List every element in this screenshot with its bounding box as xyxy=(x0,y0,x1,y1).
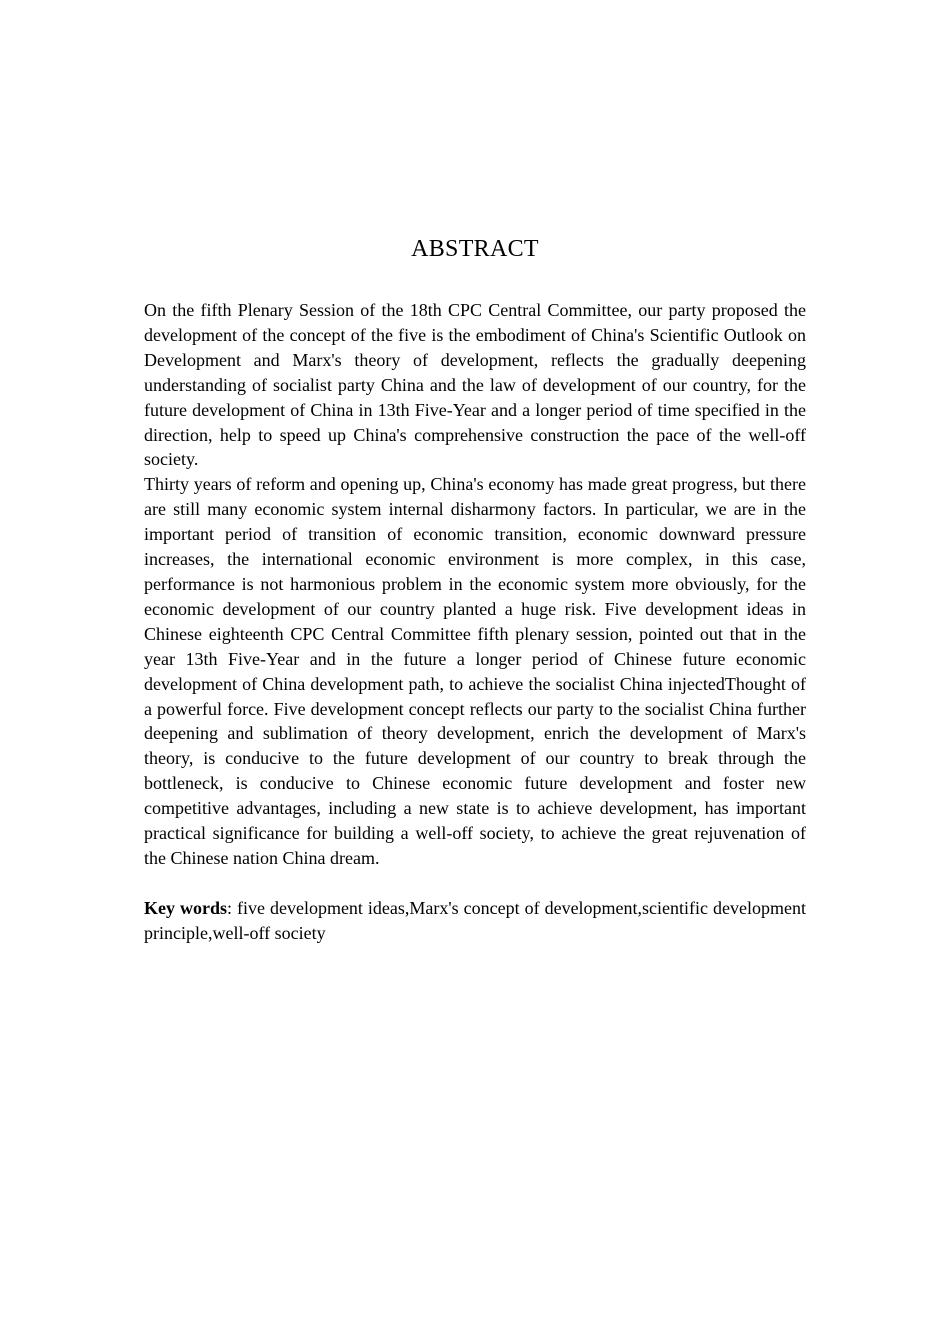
keywords-separator: : xyxy=(226,897,237,918)
abstract-body xyxy=(144,298,806,946)
page-title: ABSTRACT xyxy=(411,236,539,262)
abstract-paragraph-1: On the fifth Plenary Session of the 18th CPC Central Committee, our party proposed the development of the concept of the five is the embodiment of China's Scientific Outlook on Development and Marx's theory of development, reflects the gradually deepening understanding of socialist party China and the law of development of our country, for the future development of China in 13th Five-Year and a longer period of time specified in the direction, help to speed up China's comprehensive construction the pace of the well-off society. xyxy=(144,300,806,470)
keywords-text: five development ideas,Marx's concept of development,scientific development principle,well-off society xyxy=(144,897,806,943)
keywords-line xyxy=(144,896,806,946)
abstract-paragraph-2: Thirty years of reform and opening up, China's economy has made great progress, but there are still many economic system internal disharmony factors. In particular, we are in the important period of transition of economic transition, economic downward pressure increases, the international economic environment is more complex, in this case, performance is not harmonious problem in the economic system more obviously, for the economic development of our country planted a huge risk. Five development ideas in Chinese eighteenth CPC Central Committee fifth plenary session, pointed out that in the year 13th Five-Year and in the future a longer period of Chinese future economic development of China development path, to achieve the socialist China injectedThought of a powerful force. Five development concept reflects our party to the socialist China further deepening and sublimation of theory development, enrich the development of Marx's theory, is conducive to the future development of our country to break through the bottleneck, is conducive to Chinese economic future development and foster new competitive advantages, including a new state is to achieve development, has important practical significance for building a well-off society, to achieve the great rejuvenation of the Chinese nation China dream. xyxy=(144,474,806,868)
keywords-label: Key words xyxy=(144,897,227,918)
